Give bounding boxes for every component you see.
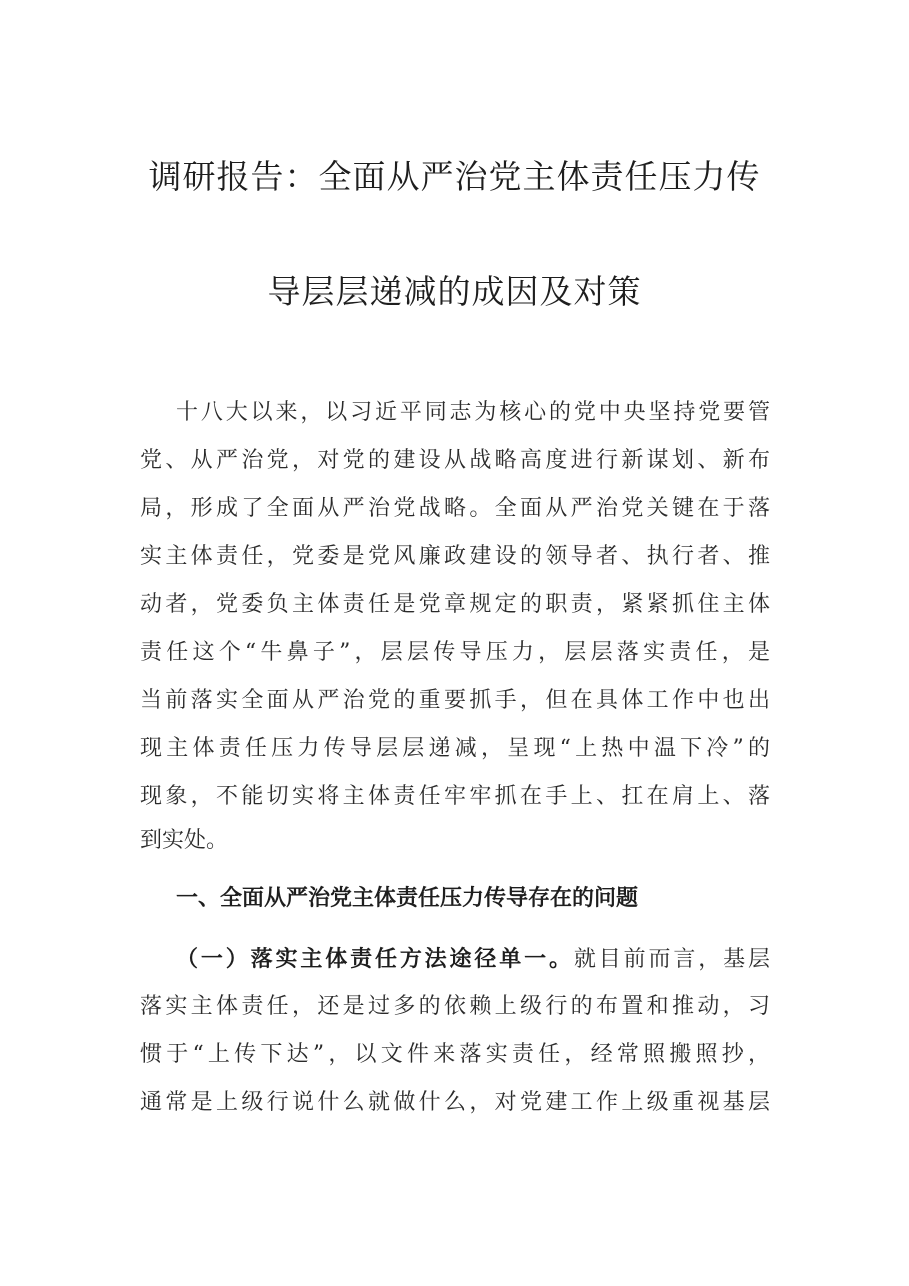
section-heading: 一、全面从严治党主体责任压力传导存在的问题 — [176, 886, 639, 911]
subsection-title: （一）落实主体责任方法途径单一。 — [176, 946, 574, 972]
intro-paragraph-line: 实主体责任，党委是党风廉政建设的领导者、执行者、推 — [140, 544, 770, 569]
intro-paragraph-line: 当前落实全面从严治党的重要抓手，但在具体工作中也出 — [140, 688, 770, 713]
intro-paragraph-line: 到实处。 — [140, 828, 229, 853]
document-title-line-2: 导层层递减的成因及对策 — [267, 272, 642, 311]
intro-paragraph-line: 十八大以来，以习近平同志为核心的党中央坚持党要管 — [176, 400, 770, 425]
subsection-text: 就目前而言，基层 — [573, 947, 770, 972]
document-title-line-1: 调研报告：全面从严治党主体责任压力传 — [148, 157, 761, 196]
intro-paragraph-line: 现象，不能切实将主体责任牢牢抓在手上、扛在肩上、落 — [140, 784, 770, 809]
intro-paragraph-line: 责任这个“牛鼻子”，层层传导压力，层层落实责任，是 — [140, 640, 770, 665]
intro-paragraph-line: 现主体责任压力传导层层递减，呈现“上热中温下冷”的 — [140, 736, 770, 761]
subsection-paragraph-line: 通常是上级行说什么就做什么，对党建工作上级重视基层 — [140, 1090, 770, 1115]
intro-paragraph-line: 党、从严治党，对党的建设从战略高度进行新谋划、新布 — [140, 448, 770, 473]
subsection-paragraph-line: 落实主体责任，还是过多的依赖上级行的布置和推动，习 — [140, 994, 770, 1019]
intro-paragraph-line: 动者，党委负主体责任是党章规定的职责，紧紧抓住主体 — [140, 592, 770, 617]
subsection-paragraph-line: 惯于“上传下达”，以文件来落实责任，经常照搬照抄， — [140, 1042, 770, 1067]
intro-paragraph-line: 局，形成了全面从严治党战略。全面从严治党关键在于落 — [140, 496, 770, 521]
subsection-first-line — [176, 944, 770, 976]
